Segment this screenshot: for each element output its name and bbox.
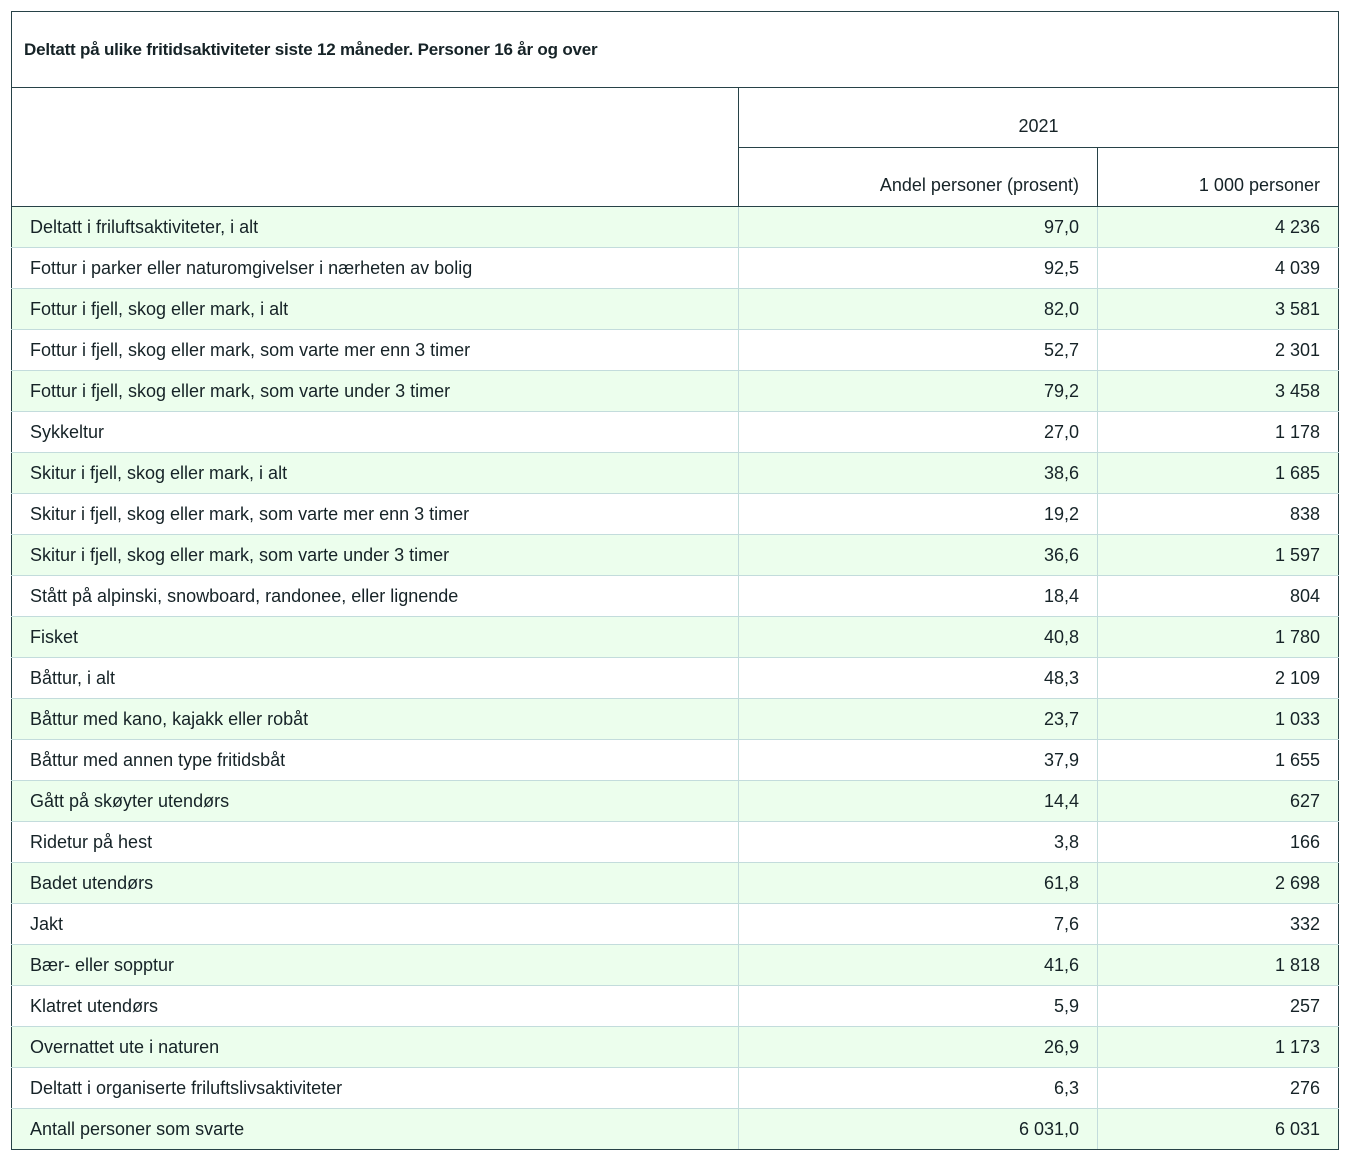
- row-label: Sykkeltur: [12, 412, 739, 453]
- row-label: Båttur med annen type fritidsbåt: [12, 740, 739, 781]
- row-persons-value: 2 698: [1098, 863, 1339, 904]
- row-label: Jakt: [12, 904, 739, 945]
- row-persons-value: 4 236: [1098, 207, 1339, 248]
- row-share-value: 92,5: [739, 248, 1098, 289]
- row-persons-value: 3 458: [1098, 371, 1339, 412]
- row-label: Skitur i fjell, skog eller mark, som varte mer enn 3 timer: [12, 494, 739, 535]
- row-share-value: 6,3: [739, 1068, 1098, 1109]
- table-row: [12, 330, 1339, 371]
- table-row: [12, 781, 1339, 822]
- table-row: [12, 453, 1339, 494]
- row-persons-value: 838: [1098, 494, 1339, 535]
- table-row: [12, 822, 1339, 863]
- row-label: Fisket: [12, 617, 739, 658]
- row-share-value: 36,6: [739, 535, 1098, 576]
- row-label: Bær- eller sopptur: [12, 945, 739, 986]
- row-label: Badet utendørs: [12, 863, 739, 904]
- row-label: Gått på skøyter utendørs: [12, 781, 739, 822]
- table-header: [12, 88, 1339, 207]
- header-share: Andel personer (prosent): [739, 148, 1098, 207]
- row-persons-value: 1 033: [1098, 699, 1339, 740]
- row-share-value: 40,8: [739, 617, 1098, 658]
- row-persons-value: 1 685: [1098, 453, 1339, 494]
- row-share-value: 82,0: [739, 289, 1098, 330]
- row-share-value: 5,9: [739, 986, 1098, 1027]
- table-row: [12, 535, 1339, 576]
- row-label: Fottur i fjell, skog eller mark, i alt: [12, 289, 739, 330]
- table-row: [12, 1027, 1339, 1068]
- header-year: 2021: [739, 88, 1339, 148]
- row-label: Ridetur på hest: [12, 822, 739, 863]
- row-persons-value: 1 178: [1098, 412, 1339, 453]
- row-label: Overnattet ute i naturen: [12, 1027, 739, 1068]
- row-label: Antall personer som svarte: [12, 1109, 739, 1150]
- row-persons-value: 276: [1098, 1068, 1339, 1109]
- row-persons-value: 257: [1098, 986, 1339, 1027]
- row-label: Båttur med kano, kajakk eller robåt: [12, 699, 739, 740]
- table-row: [12, 371, 1339, 412]
- table-row: [12, 207, 1339, 248]
- row-share-value: 38,6: [739, 453, 1098, 494]
- table-row: [12, 904, 1339, 945]
- row-share-value: 52,7: [739, 330, 1098, 371]
- row-persons-value: 166: [1098, 822, 1339, 863]
- row-share-value: 19,2: [739, 494, 1098, 535]
- row-persons-value: 1 173: [1098, 1027, 1339, 1068]
- row-label: Båttur, i alt: [12, 658, 739, 699]
- row-label: Fottur i fjell, skog eller mark, som varte mer enn 3 timer: [12, 330, 739, 371]
- statistics-table: [11, 11, 1339, 1150]
- table-row: [12, 658, 1339, 699]
- row-share-value: 61,8: [739, 863, 1098, 904]
- row-label: Skitur i fjell, skog eller mark, som varte under 3 timer: [12, 535, 739, 576]
- row-share-value: 41,6: [739, 945, 1098, 986]
- row-share-value: 18,4: [739, 576, 1098, 617]
- row-share-value: 26,9: [739, 1027, 1098, 1068]
- row-label: Deltatt i friluftsaktiviteter, i alt: [12, 207, 739, 248]
- row-persons-value: 1 780: [1098, 617, 1339, 658]
- table-row: [12, 248, 1339, 289]
- table-row: [12, 740, 1339, 781]
- header-row-year: [12, 88, 1339, 148]
- row-label: Fottur i fjell, skog eller mark, som varte under 3 timer: [12, 371, 739, 412]
- row-label: Skitur i fjell, skog eller mark, i alt: [12, 453, 739, 494]
- row-persons-value: 1 818: [1098, 945, 1339, 986]
- row-share-value: 23,7: [739, 699, 1098, 740]
- row-persons-value: 627: [1098, 781, 1339, 822]
- row-share-value: 79,2: [739, 371, 1098, 412]
- row-share-value: 7,6: [739, 904, 1098, 945]
- row-persons-value: 804: [1098, 576, 1339, 617]
- row-share-value: 97,0: [739, 207, 1098, 248]
- row-label: Klatret utendørs: [12, 986, 739, 1027]
- row-share-value: 6 031,0: [739, 1109, 1098, 1150]
- table-row: [12, 699, 1339, 740]
- statistics-table-container: [11, 11, 1338, 1150]
- row-persons-value: 1 597: [1098, 535, 1339, 576]
- table-row: [12, 945, 1339, 986]
- row-share-value: 3,8: [739, 822, 1098, 863]
- table-title: Deltatt på ulike fritidsaktiviteter siste 12 måneder. Personer 16 år og over: [11, 11, 1339, 87]
- row-persons-value: 332: [1098, 904, 1339, 945]
- table-row: [12, 494, 1339, 535]
- table-body: [12, 207, 1339, 1150]
- header-persons: 1 000 personer: [1098, 148, 1339, 207]
- row-share-value: 37,9: [739, 740, 1098, 781]
- table-row: [12, 576, 1339, 617]
- row-label: Stått på alpinski, snowboard, randonee, eller lignende: [12, 576, 739, 617]
- row-persons-value: 1 655: [1098, 740, 1339, 781]
- table-row: [12, 1109, 1339, 1150]
- table-row: [12, 617, 1339, 658]
- row-persons-value: 3 581: [1098, 289, 1339, 330]
- table-row: [12, 863, 1339, 904]
- row-share-value: 14,4: [739, 781, 1098, 822]
- header-stub-empty: [12, 88, 739, 207]
- row-persons-value: 6 031: [1098, 1109, 1339, 1150]
- row-label: Fottur i parker eller naturomgivelser i nærheten av bolig: [12, 248, 739, 289]
- row-persons-value: 4 039: [1098, 248, 1339, 289]
- row-share-value: 48,3: [739, 658, 1098, 699]
- table-row: [12, 1068, 1339, 1109]
- row-share-value: 27,0: [739, 412, 1098, 453]
- row-persons-value: 2 301: [1098, 330, 1339, 371]
- table-row: [12, 986, 1339, 1027]
- row-persons-value: 2 109: [1098, 658, 1339, 699]
- table-row: [12, 289, 1339, 330]
- table-row: [12, 412, 1339, 453]
- row-label: Deltatt i organiserte friluftslivsaktiviteter: [12, 1068, 739, 1109]
